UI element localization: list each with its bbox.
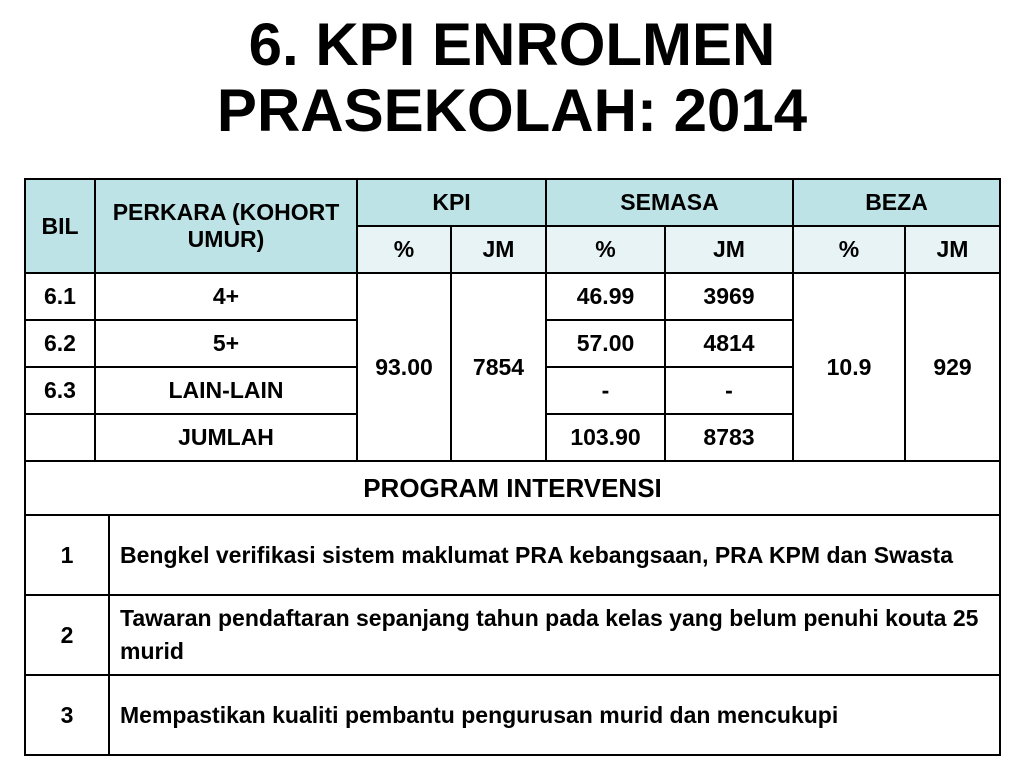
program-title: PROGRAM INTERVENSI: [25, 461, 1000, 515]
row-bil: 6.1: [25, 273, 95, 320]
row-semasa-jm: 8783: [665, 414, 793, 461]
beza-percent-value: 10.9: [793, 273, 905, 461]
beza-jm-value: 929: [905, 273, 1000, 461]
header-row-1: [25, 179, 1000, 226]
program-row: [25, 595, 1000, 675]
header-bil: BIL: [25, 179, 95, 273]
title-line-1: 6. KPI ENROLMEN: [248, 11, 776, 78]
title-line-2: PRASEKOLAH: 2014: [216, 77, 808, 144]
program-row: [25, 515, 1000, 595]
header-beza: BEZA: [793, 179, 1000, 226]
page-title: [0, 12, 1024, 144]
row-semasa-percent: 46.99: [546, 273, 665, 320]
row-semasa-percent: 57.00: [546, 320, 665, 367]
row-perkara: JUMLAH: [95, 414, 357, 461]
program-number: 2: [25, 595, 109, 675]
program-number: 3: [25, 675, 109, 755]
row-perkara: 4+: [95, 273, 357, 320]
header-beza-percent: %: [793, 226, 905, 273]
table-row: [25, 273, 1000, 320]
row-semasa-percent: 103.90: [546, 414, 665, 461]
program-number: 1: [25, 515, 109, 595]
program-description: Bengkel verifikasi sistem maklumat PRA kebangsaan, PRA KPM dan Swasta: [109, 515, 1000, 595]
row-perkara: 5+: [95, 320, 357, 367]
row-semasa-jm: 3969: [665, 273, 793, 320]
header-semasa-jm: JM: [665, 226, 793, 273]
row-semasa-jm: -: [665, 367, 793, 414]
header-semasa: SEMASA: [546, 179, 793, 226]
kpi-jm-value: 7854: [451, 273, 546, 461]
program-row: [25, 675, 1000, 755]
program-title-row: [25, 461, 1000, 515]
kpi-percent-value: 93.00: [357, 273, 451, 461]
header-semasa-percent: %: [546, 226, 665, 273]
program-description: Mempastikan kualiti pembantu pengurusan murid dan mencukupi: [109, 675, 1000, 755]
program-description: Tawaran pendaftaran sepanjang tahun pada kelas yang belum penuhi kouta 25 murid: [109, 595, 1000, 675]
header-kpi: KPI: [357, 179, 546, 226]
row-perkara: LAIN-LAIN: [95, 367, 357, 414]
row-semasa-jm: 4814: [665, 320, 793, 367]
row-bil: [25, 414, 95, 461]
kpi-table: [24, 178, 1001, 756]
row-bil: 6.3: [25, 367, 95, 414]
header-perkara: PERKARA (KOHORT UMUR): [95, 179, 357, 273]
row-bil: 6.2: [25, 320, 95, 367]
row-semasa-percent: -: [546, 367, 665, 414]
header-kpi-jm: JM: [451, 226, 546, 273]
header-kpi-percent: %: [357, 226, 451, 273]
header-beza-jm: JM: [905, 226, 1000, 273]
